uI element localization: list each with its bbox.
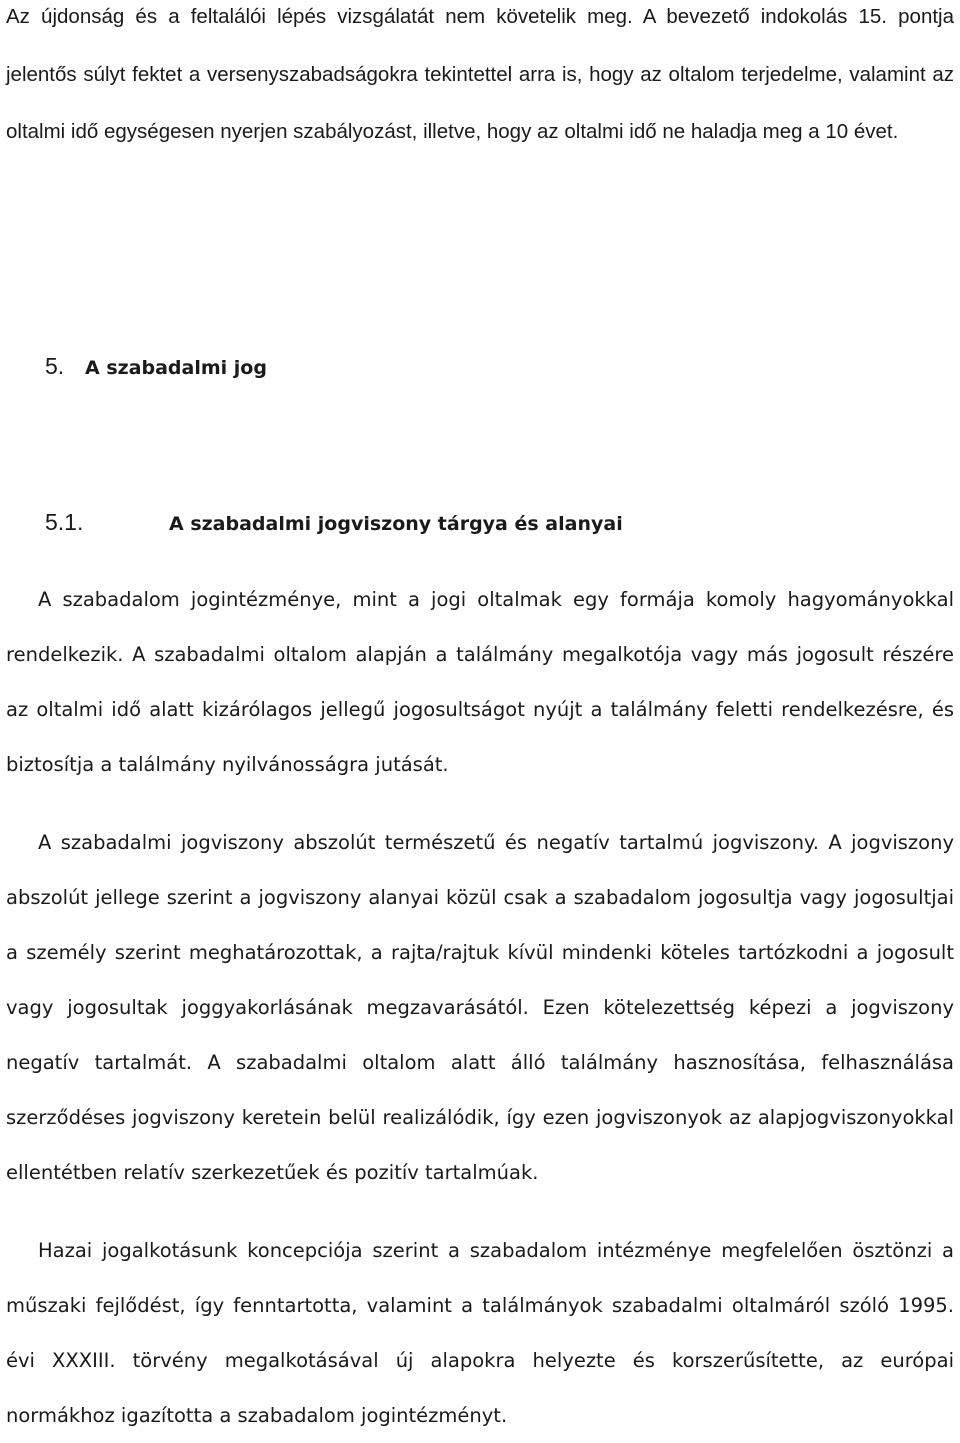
- body-paragraph-3: Hazai jogalkotásunk koncepciója szerint a szabadalom intézménye megfelelően ösztönzi a műszaki fejlődést, így fenntartotta, valamint a találmányok szabadalmi oltalmáról szóló 1995. évi XXXIII. törvény megalkotásával új alapokra helyezte és korszerűsítette, az európai normákhoz igazította a szabadalom jogintézményt.: [6, 1239, 954, 1427]
- section-title: A szabadalmi jog: [85, 357, 267, 379]
- subsection-number: 5.1.: [45, 509, 84, 535]
- body-paragraph-1: A szabadalom jogintézménye, mint a jogi oltalmak egy formája komoly hagyományokkal rendelkezik. A szabadalmi oltalom alapján a találmány megalkotója vagy más jogosult részére az oltalmi idő alatt kizárólagos jellegű jogosultságot nyújt a találmány feletti rendelkezésre, és biztosítja a találmány nyilvánosságra jutását.: [6, 588, 954, 776]
- section-number: 5.: [45, 353, 65, 379]
- subsection-heading: [45, 507, 623, 539]
- subsection-title: A szabadalmi jogviszony tárgya és alanyai: [169, 513, 623, 535]
- body-paragraph-2: A szabadalmi jogviszony abszolút természetű és negatív tartalmú jogviszony. A jogviszony abszolút jellege szerint a jogviszony alanyai közül csak a szabadalom jogosultja vagy jogosultjai a személy szerint meghatározottak, a rajta/rajtuk kívül mindenki köteles tartózkodni a jogosult vagy jogosultak joggyakorlásának megzavarásától. Ezen kötelezettség képezi a jogviszony negatív tartalmát. A szabadalmi oltalom alatt álló találmány hasznosítása, felhasználása szerződéses jogviszony keretein belül realizálódik, így ezen jogviszonyok az alapjogviszonyokkal ellentétben relatív szerkezetűek és pozitív tartalmúak.: [6, 831, 954, 1184]
- intro-paragraph: Az újdonság és a feltalálói lépés vizsgálatát nem követelik meg. A bevezető indokolás 15. pontja jelentős súlyt fektet a versenyszabadságokra tekintettel arra is, hogy az oltalom terjedelme, valamint az oltalmi idő egységesen nyerjen szabályozást, illetve, hogy az oltalmi idő ne haladja meg a 10 évet.: [6, 5, 954, 143]
- section-heading: [45, 351, 267, 383]
